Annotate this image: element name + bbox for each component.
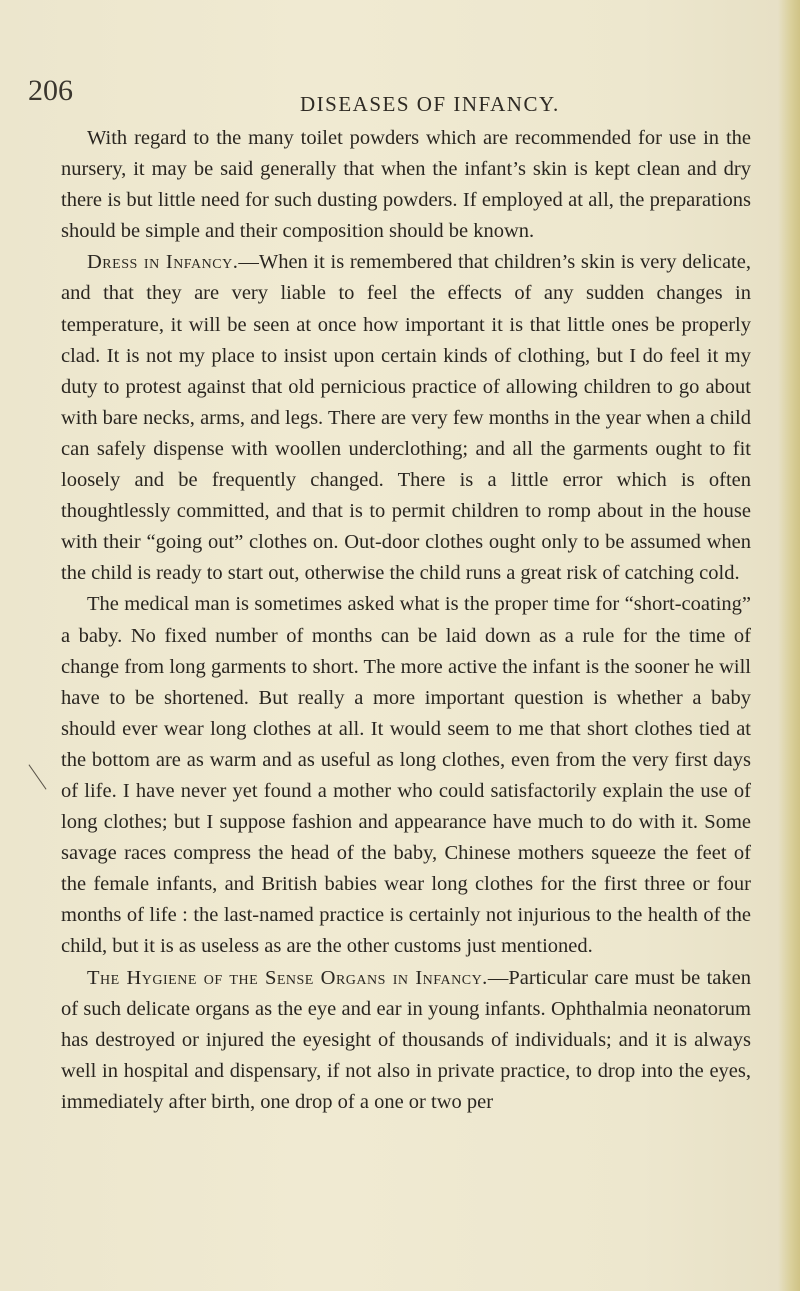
paragraph-toilet-powders: With regard to the many toilet powders which are recommended for use in the nursery, it may be said generally that when the infant’s skin is kept clean and dry there is but little need for such dusting powders. If employed at all, the preparations should be simple and their composition should be known.	[61, 127, 751, 243]
running-head: DISEASES OF INFANCY.	[300, 92, 560, 116]
paragraph-sense-organs-text: —Particular care must be taken of such delicate organs as the eye and ear in young infants. Ophthalmia neonatorum has destroyed or injured the eyesight of thousands of individuals; and it is always well in hospital and dispensary, if not also in private practice, to drop into the eyes, immediately after birth, one drop of a one or two per	[61, 966, 751, 1113]
section-heading-sense-organs: The Hygiene of the Sense Organs in Infancy.	[87, 966, 488, 989]
paragraph-short-coating: The medical man is sometimes asked what is the proper time for “short-coating” a baby. No fixed number of months can be laid down as a rule for the time of change from long garments to short. The more active the infant is the sooner he will have to be shortened. But really a more important question is whether a baby should ever wear long clothes at all. It would seem to me that short clothes tied at the bottom are as warm and as useful as long clothes, even from the very first days of life. I have never yet found a mother who could satisfactorily explain the use of long clothes; but I suppose fashion and appearance have much to do with it. Some savage races compress the head of the baby, Chinese mothers squeeze the feet of the female infants, and British babies wear long clothes for the first three or four months of life : the last-named practice is certainly not injurious to the health of the child, but it is as useless as are the other customs just mentioned.	[61, 593, 751, 958]
margin-pencil-mark	[28, 764, 46, 789]
page-edge	[778, 0, 800, 1291]
section-heading-dress: Dress in Infancy.	[87, 251, 239, 274]
paragraph-dress-text: —When it is remembered that children’s skin is very delicate, and that they are very liable to feel the effects of any sudden changes in temperature, it will be seen at once how important it is that little ones be properly clad. It is not my place to insist upon certain kinds of clothing, but I do feel it my duty to protest against that old pernicious practice of allowing children to go about with bare necks, arms, and legs. There are very few months in the year when a child can safely dispense with woollen underclothing; and all the garments ought to fit loosely and be frequently changed. There is a little error which is often thoughtlessly committed, and that is to permit children to romp about in the house with their “going out” clothes on. Out-door clothes ought only to be assumed when the child is ready to start out, otherwise the child runs a great risk of catching cold.	[61, 251, 751, 585]
body-text	[61, 123, 751, 1118]
paragraph-sense-organs	[61, 963, 751, 1118]
page-number: 206	[28, 74, 73, 107]
paragraph-dress-in-infancy	[61, 247, 751, 589]
